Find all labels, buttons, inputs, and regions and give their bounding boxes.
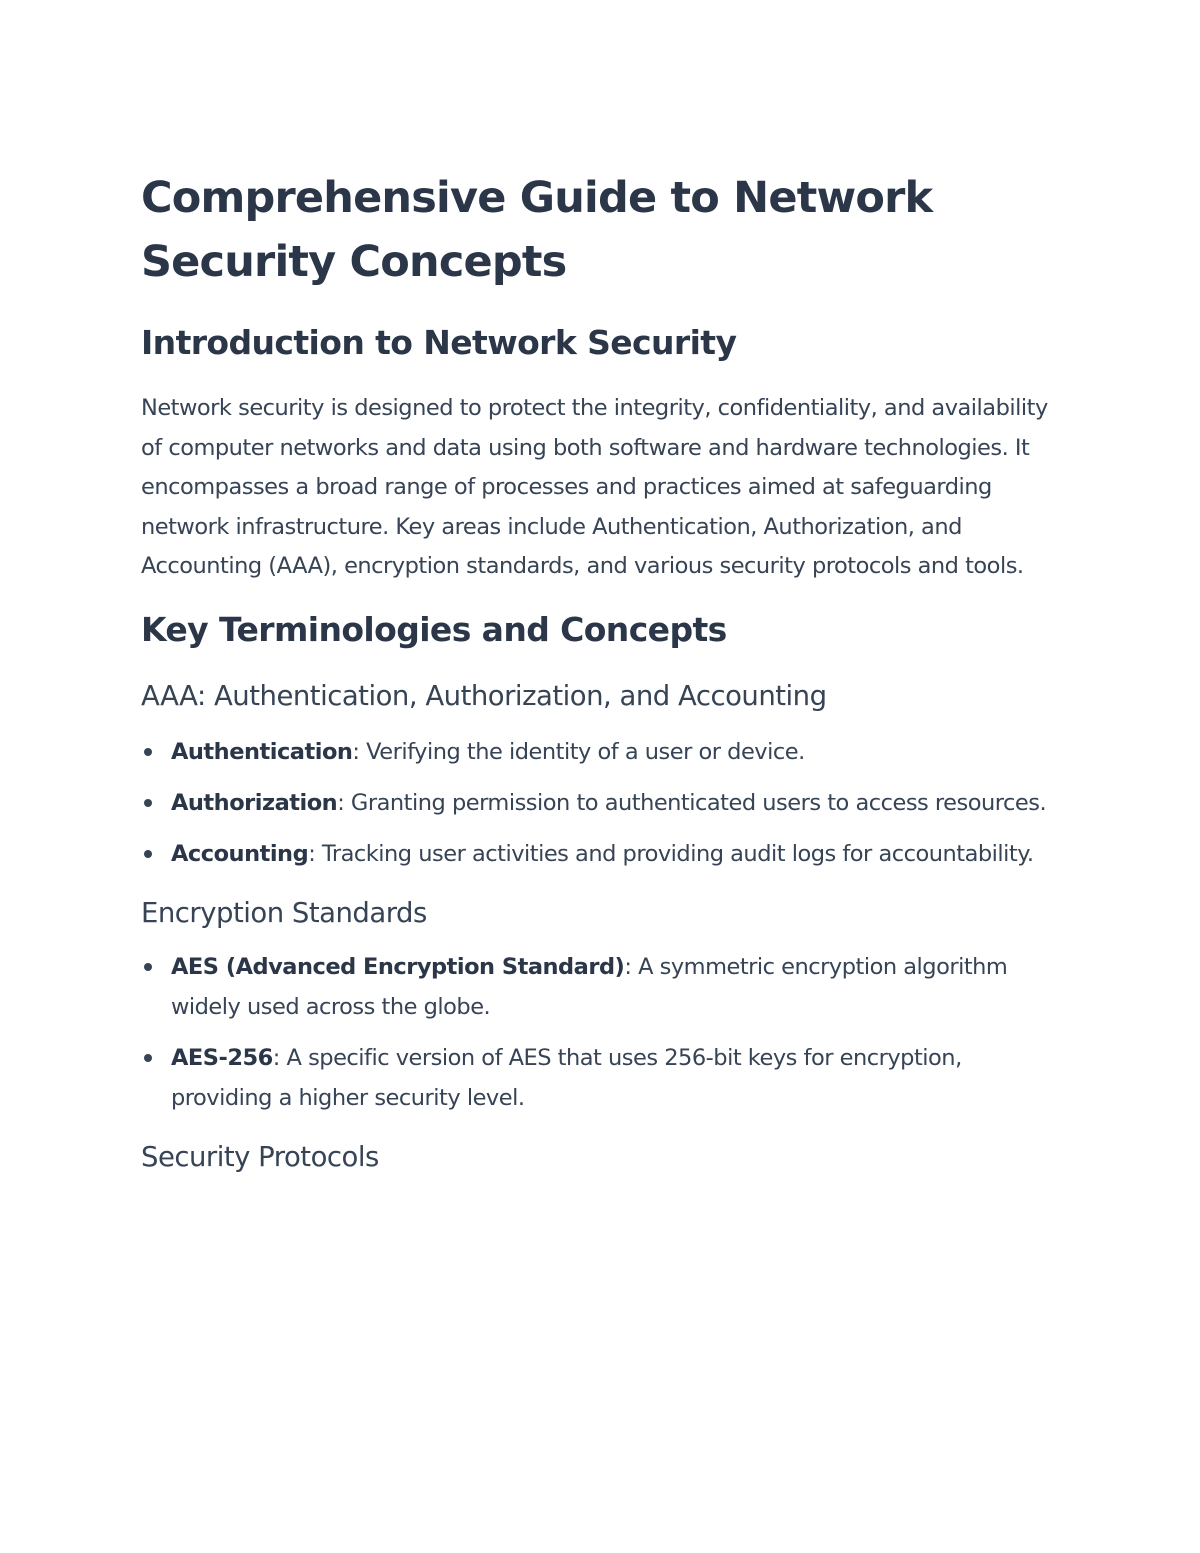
encryption-list — [141, 947, 1060, 1118]
list-item — [141, 947, 1060, 1027]
bullet-icon — [144, 799, 152, 807]
list-item-term: Authorization — [171, 789, 338, 816]
list-item-description: : Verifying the identity of a user or device. — [352, 738, 805, 765]
list-item-description: : A specific version of AES that uses 256-bit keys for encryption, providing a higher security level. — [171, 1044, 962, 1111]
bullet-icon — [144, 963, 152, 971]
document-title: Comprehensive Guide to Network Security Concepts — [141, 173, 933, 287]
list-item-description: : Granting permission to authenticated users to access resources. — [337, 789, 1047, 816]
list-item — [141, 834, 1060, 874]
list-item-description: : A symmetric encryption algorithm widely used across the globe. — [171, 953, 1008, 1020]
list-item-term: AES-256 — [171, 1044, 273, 1071]
section-heading-key-terminologies: Key Terminologies and Concepts — [141, 609, 727, 649]
list-item-term: AES (Advanced Encryption Standard) — [171, 953, 625, 980]
subsection-heading-security-protocols: Security Protocols — [141, 1140, 379, 1173]
aaa-list — [141, 732, 1060, 874]
list-item-term: Accounting — [171, 840, 309, 867]
section-heading-introduction: Introduction to Network Security — [141, 323, 737, 362]
list-item — [141, 732, 1060, 772]
list-item — [141, 1038, 1060, 1118]
bullet-icon — [144, 1054, 152, 1062]
subsection-heading-aaa: AAA: Authentication, Authorization, and Accounting — [141, 679, 827, 712]
bullet-icon — [144, 748, 152, 756]
bullet-icon — [144, 850, 152, 858]
intro-paragraph: Network security is designed to protect the integrity, confidentiality, and availability of computer networks and data using both software and hardware technologies. It encompasses a broad range of processes and practices aimed at safeguarding network infrastructure. Key areas include Authentication, Authorization, and Accounting (AAA), encryption standards, and various security protocols and tools. — [141, 395, 1048, 579]
list-item — [141, 783, 1060, 823]
subsection-heading-encryption-standards: Encryption Standards — [141, 896, 427, 929]
list-item-description: : Tracking user activities and providing audit logs for accountability. — [308, 840, 1034, 867]
list-item-term: Authentication — [171, 738, 353, 765]
